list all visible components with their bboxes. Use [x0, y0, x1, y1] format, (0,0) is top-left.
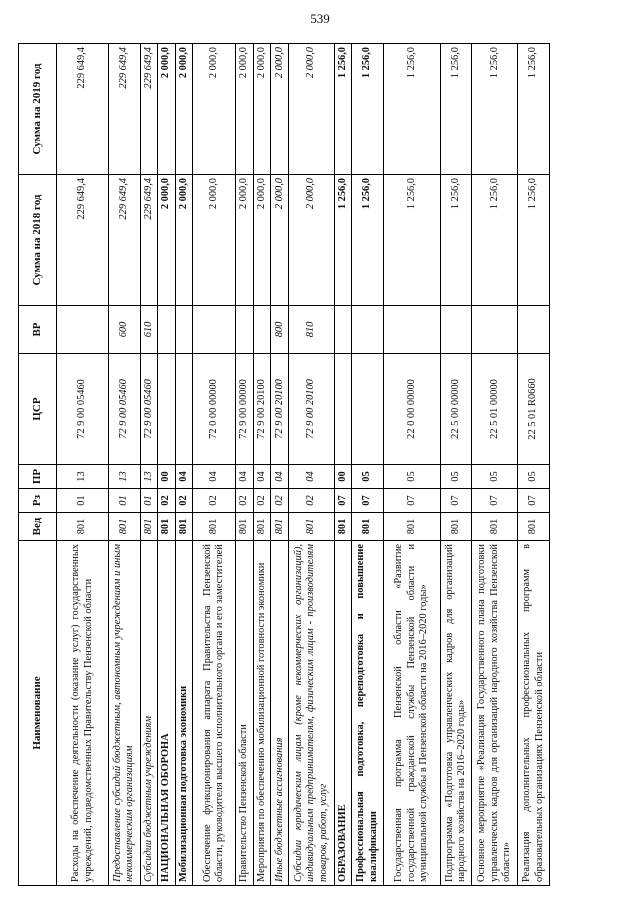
cell-name: Профессиональная подготовка, переподготовка и повышение квалификации	[352, 541, 384, 886]
cell-s18: 2 000,0	[236, 175, 254, 306]
cell-rz: 02	[289, 489, 335, 513]
table-row	[57, 44, 109, 886]
cell-vr: 800	[271, 306, 289, 354]
cell-s19: 229 649,4	[57, 44, 109, 175]
cell-pr: 13	[57, 465, 109, 489]
cell-ved: 801	[440, 513, 472, 541]
header-rz: Рз	[19, 489, 57, 513]
cell-ved: 801	[384, 513, 441, 541]
cell-ved: 801	[57, 513, 109, 541]
cell-s19: 1 256,0	[334, 44, 352, 175]
cell-name: Мобилизационная подготовка экономики	[175, 541, 193, 886]
cell-name: Субсидии бюджетным учреждениям	[140, 541, 158, 886]
cell-csr: 22 5 00 00000	[440, 354, 472, 465]
cell-ved: 801	[175, 513, 193, 541]
cell-s18: 1 256,0	[472, 175, 518, 306]
cell-rz: 01	[140, 489, 158, 513]
cell-name: Государственная программа Пензенской области «Развитие государственной гражданской службы Пензенской области и муниципальной службы в Пензенской области на 2016–2020 годы»	[384, 541, 441, 886]
table-row	[175, 44, 193, 886]
table-row	[140, 44, 158, 886]
cell-s19: 2 000,0	[175, 44, 193, 175]
cell-ved: 801	[334, 513, 352, 541]
cell-name: Обеспечение функционирования аппарата Правительства Пензенской области, руководителя высшего исполнительного органа и его заместителей	[193, 541, 236, 886]
table-row	[518, 44, 550, 886]
cell-rz: 02	[271, 489, 289, 513]
cell-name: Подпрограмма «Подготовка управленческих кадров для организаций народного хозяйства на 2016–2020 годы»	[440, 541, 472, 886]
cell-rz: 02	[253, 489, 271, 513]
cell-s19: 1 256,0	[440, 44, 472, 175]
cell-s18: 1 256,0	[440, 175, 472, 306]
cell-csr: 72 9 00 05460	[109, 354, 141, 465]
cell-pr: 04	[193, 465, 236, 489]
cell-name: ОБРАЗОВАНИЕ	[334, 541, 352, 886]
page-number: 539	[310, 11, 330, 26]
cell-ved: 801	[140, 513, 158, 541]
cell-csr: 72 9 00 05460	[57, 354, 109, 465]
cell-csr	[352, 354, 384, 465]
cell-pr: 00	[158, 465, 176, 489]
cell-ved: 801	[518, 513, 550, 541]
cell-csr: 72 9 00 20100	[271, 354, 289, 465]
cell-name: Расходы на обеспечение деятельности (оказание услуг) государственных учреждений, подведомственных Правительству Пензенской области	[57, 541, 109, 886]
cell-pr: 05	[352, 465, 384, 489]
cell-s18: 1 256,0	[352, 175, 384, 306]
cell-vr	[57, 306, 109, 354]
cell-vr	[518, 306, 550, 354]
cell-csr: 22 0 00 00000	[384, 354, 441, 465]
cell-csr	[158, 354, 176, 465]
cell-ved: 801	[289, 513, 335, 541]
cell-csr	[334, 354, 352, 465]
cell-name: Правительство Пензенской области	[236, 541, 254, 886]
header-name: Наименование	[19, 541, 57, 886]
cell-pr: 04	[175, 465, 193, 489]
cell-pr: 13	[140, 465, 158, 489]
cell-s19: 1 256,0	[472, 44, 518, 175]
table-row	[384, 44, 441, 886]
cell-s18: 2 000,0	[253, 175, 271, 306]
cell-pr: 05	[384, 465, 441, 489]
cell-name: Иные бюджетные ассигнования	[271, 541, 289, 886]
cell-csr: 22 5 01 00000	[472, 354, 518, 465]
table-row	[109, 44, 141, 886]
header-vr: ВР	[19, 306, 57, 354]
rotated-table-wrapper	[18, 44, 550, 886]
cell-vr	[334, 306, 352, 354]
cell-pr: 00	[334, 465, 352, 489]
cell-rz: 07	[334, 489, 352, 513]
cell-s18: 1 256,0	[334, 175, 352, 306]
cell-pr: 04	[271, 465, 289, 489]
cell-pr: 04	[236, 465, 254, 489]
cell-s18: 229 649,4	[140, 175, 158, 306]
cell-csr: 72 0 00 00000	[193, 354, 236, 465]
table-row	[193, 44, 236, 886]
table-row	[253, 44, 271, 886]
cell-vr: 600	[109, 306, 141, 354]
table-row	[236, 44, 254, 886]
cell-csr	[175, 354, 193, 465]
table-header-row	[19, 44, 57, 886]
cell-vr	[352, 306, 384, 354]
cell-rz: 02	[236, 489, 254, 513]
cell-name: Предоставление субсидий бюджетным, автономным учреждениям и иным некоммерческим организациям	[109, 541, 141, 886]
header-sum-2018: Сумма на 2018 год	[19, 175, 57, 306]
cell-s19: 2 000,0	[193, 44, 236, 175]
cell-s19: 2 000,0	[289, 44, 335, 175]
cell-pr: 05	[472, 465, 518, 489]
cell-s19: 2 000,0	[158, 44, 176, 175]
cell-rz: 07	[352, 489, 384, 513]
cell-s18: 2 000,0	[193, 175, 236, 306]
cell-pr: 04	[253, 465, 271, 489]
cell-pr: 05	[518, 465, 550, 489]
cell-rz: 01	[57, 489, 109, 513]
cell-s18: 229 649,4	[109, 175, 141, 306]
cell-vr	[193, 306, 236, 354]
table-row	[334, 44, 352, 886]
cell-vr: 810	[289, 306, 335, 354]
cell-vr	[472, 306, 518, 354]
cell-vr	[384, 306, 441, 354]
cell-name: Основное мероприятие «Реализация Государственного плана подготовки управленческих кадров для организаций народного хозяйства Пензенской области»	[472, 541, 518, 886]
cell-rz: 02	[193, 489, 236, 513]
cell-name: Реализация дополнительных профессиональных программ в образовательных организациях Пензенской области	[518, 541, 550, 886]
cell-s18: 2 000,0	[289, 175, 335, 306]
cell-pr: 04	[289, 465, 335, 489]
cell-s19: 1 256,0	[384, 44, 441, 175]
cell-rz: 07	[472, 489, 518, 513]
cell-rz: 07	[440, 489, 472, 513]
table-row	[289, 44, 335, 886]
cell-s19: 1 256,0	[352, 44, 384, 175]
cell-vr	[175, 306, 193, 354]
cell-name: Мероприятия по обеспечению мобилизационной готовности экономики	[253, 541, 271, 886]
cell-s18: 229 649,4	[57, 175, 109, 306]
cell-ved: 801	[109, 513, 141, 541]
cell-s19: 2 000,0	[253, 44, 271, 175]
cell-csr: 72 9 00 20100	[289, 354, 335, 465]
cell-csr: 72 9 00 00000	[236, 354, 254, 465]
cell-s18: 2 000,0	[175, 175, 193, 306]
table-body	[57, 44, 550, 886]
cell-ved: 801	[236, 513, 254, 541]
table-row	[440, 44, 472, 886]
table-row	[271, 44, 289, 886]
cell-vr	[440, 306, 472, 354]
cell-csr: 72 9 00 20100	[253, 354, 271, 465]
table-row	[472, 44, 518, 886]
header-csr: ЦСР	[19, 354, 57, 465]
cell-rz: 07	[518, 489, 550, 513]
cell-vr	[253, 306, 271, 354]
cell-rz: 02	[158, 489, 176, 513]
cell-s19: 229 649,4	[140, 44, 158, 175]
header-pr: ПР	[19, 465, 57, 489]
cell-s19: 2 000,0	[236, 44, 254, 175]
cell-ved: 801	[193, 513, 236, 541]
table-row	[158, 44, 176, 886]
cell-vr: 610	[140, 306, 158, 354]
cell-ved: 801	[271, 513, 289, 541]
cell-vr	[158, 306, 176, 354]
cell-s18: 1 256,0	[518, 175, 550, 306]
cell-vr	[236, 306, 254, 354]
header-ved: Вед	[19, 513, 57, 541]
table-row	[352, 44, 384, 886]
cell-s18: 1 256,0	[384, 175, 441, 306]
cell-s18: 2 000,0	[271, 175, 289, 306]
cell-name: НАЦИОНАЛЬНАЯ ОБОРОНА	[158, 541, 176, 886]
budget-table	[18, 43, 550, 886]
cell-csr: 72 9 00 05460	[140, 354, 158, 465]
cell-csr: 22 5 01 R0660	[518, 354, 550, 465]
cell-ved: 801	[352, 513, 384, 541]
cell-rz: 01	[109, 489, 141, 513]
cell-s19: 229 649,4	[109, 44, 141, 175]
cell-name: Субсидии юридическим лицам (кроме некоммерческих организаций), индивидуальным предпринимателям, физическим лицам - производителям товаров, работ, услуг	[289, 541, 335, 886]
cell-s19: 1 256,0	[518, 44, 550, 175]
cell-ved: 801	[472, 513, 518, 541]
cell-ved: 801	[253, 513, 271, 541]
cell-rz: 02	[175, 489, 193, 513]
cell-s19: 2 000,0	[271, 44, 289, 175]
header-sum-2019: Сумма на 2019 год	[19, 44, 57, 175]
cell-pr: 05	[440, 465, 472, 489]
cell-rz: 07	[384, 489, 441, 513]
cell-ved: 801	[158, 513, 176, 541]
cell-s18: 2 000,0	[158, 175, 176, 306]
cell-pr: 13	[109, 465, 141, 489]
